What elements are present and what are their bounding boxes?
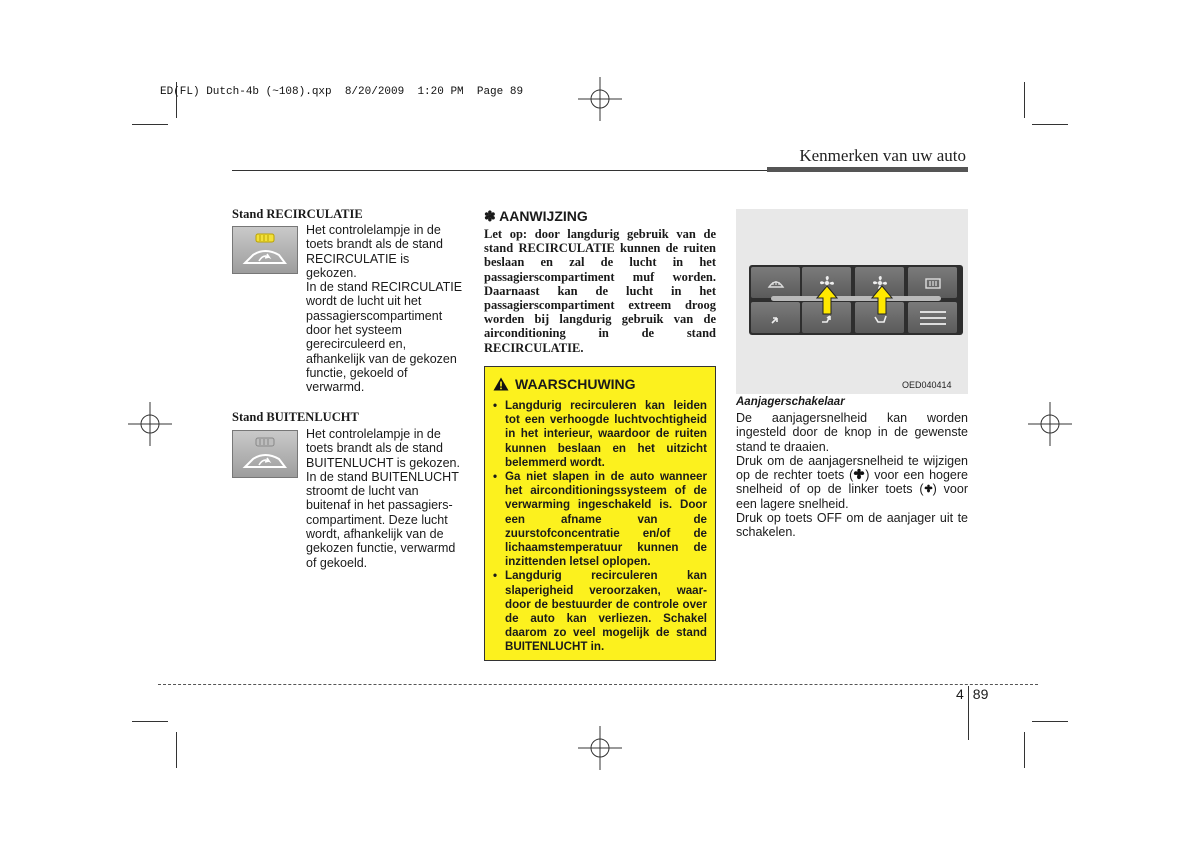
recirculation-button-image	[232, 226, 298, 274]
warning-box	[484, 366, 716, 661]
airflow-icon	[768, 310, 784, 326]
car-fresh-air-icon	[233, 431, 297, 477]
text-line: gerecirculeerd en,	[306, 337, 407, 352]
defrost-icon	[923, 275, 943, 291]
crop-mark	[132, 124, 168, 125]
defrost-icon	[766, 275, 786, 291]
text-line: BUITENLUCHT is gekozen.	[306, 455, 460, 470]
figure-title: Aanjagerschakelaar	[736, 396, 845, 408]
text-line: Het controlelampje in de	[306, 223, 441, 237]
text-line: functie, gekoeld of	[306, 365, 408, 380]
text-line: door het systeem	[306, 323, 402, 338]
registration-mark-icon	[128, 402, 172, 446]
text-line: compartiment. Deze lucht	[306, 512, 448, 527]
text-line: gekozen functie, verwarmd	[306, 541, 456, 556]
crop-mark	[1024, 732, 1025, 768]
car-recirculation-icon	[233, 227, 297, 273]
text-line: In de stand BUITENLUCHT	[306, 469, 459, 484]
registration-mark-icon	[578, 77, 622, 121]
control-panel-image	[749, 265, 963, 335]
warning-item: • Langdurig recirculeren kan leiden tot een verhoogde luchtvochtigheid in het interieur, waardoor de ruiten kunnen beslaan en het uitzicht belemmerd wordt.	[493, 399, 707, 470]
recirculation-text	[306, 223, 464, 395]
figure-code: OED040414	[902, 380, 952, 390]
text-run: ) voor een lagere snelheid.	[736, 482, 968, 511]
text-line: wordt de lucht uit het	[306, 294, 422, 309]
text-line: gekozen.	[306, 265, 357, 280]
text-line: buitenaf in het passagiers-	[306, 498, 453, 513]
text-run: Druk om de aanjagersnelheid te wijzigen op de rechter toets (	[736, 453, 968, 483]
warning-heading	[493, 376, 636, 392]
chapter-number: 4	[956, 686, 964, 702]
text-line: toets brandt als de stand	[306, 441, 443, 456]
warning-list	[493, 399, 707, 655]
note-text: Let op: door langdurig gebruik van de stand RECIRCULATIE kunnen de ruiten beslaan en zal de lucht in het passagierscompartiment muf worden. Daarnaast kan de lucht in het passagierscompartiment extreem droog worden bij langdurig gebruik van de airconditioning in de stand RECIRCULATIE.	[484, 227, 716, 355]
warning-icon	[493, 377, 509, 391]
text-line: verwarmd.	[306, 380, 365, 395]
fan-icon	[924, 484, 933, 493]
text-line: stroomt de lucht van	[306, 484, 419, 499]
text-line: of gekoeld.	[306, 555, 368, 570]
footer-rule	[158, 684, 1038, 685]
crop-mark	[1032, 124, 1068, 125]
text-line: wordt, afhankelijk van de	[306, 527, 444, 542]
crop-mark	[1032, 721, 1068, 722]
paragraph: Druk op toets OFF om de aanjager uit te schakelen.	[736, 511, 968, 540]
print-header: ED(FL) Dutch-4b (~108).qxp 8/20/2009 1:20 PM Page 89	[160, 86, 524, 98]
note-heading: ✽ AANWIJZING	[484, 208, 588, 224]
fresh-air-button-image	[232, 430, 298, 478]
front-defrost-button-image	[908, 267, 957, 298]
crop-mark	[176, 732, 177, 768]
text-line: afhankelijk van de gekozen	[306, 351, 457, 366]
section-title: Kenmerken van uw auto	[799, 146, 966, 165]
arrow-up-icon	[871, 285, 893, 315]
text-run: ) voor een hogere snelheid of op de linker toets (	[736, 468, 968, 497]
control-slot	[771, 296, 941, 301]
text-line: Het controlelampje in de	[306, 427, 441, 441]
registration-mark-icon	[578, 726, 622, 770]
page-number	[956, 686, 988, 740]
rear-defrost-button-image	[751, 267, 800, 298]
text-line: passagierscompartiment	[306, 308, 443, 323]
text-line: RECIRCULATIE is	[306, 251, 410, 266]
fan-description	[736, 411, 968, 540]
header-bar	[767, 167, 968, 172]
fresh-air-text	[306, 427, 464, 570]
fresh-air-heading: Stand BUITENLUCHT	[232, 410, 359, 424]
paragraph: De aanjagersnelheid kan worden ingesteld door de knop in de gewenste stand te draaien.	[736, 411, 968, 454]
text-line: toets brandt als de stand	[306, 237, 443, 252]
warning-item: • Langdurig recirculeren kan slaperigheid veroorzaken, waar- door de bestuurder de controle over de auto kan verliezen. Schakel daarom zo veel mogelijk de stand BUITENLUCHT in.	[493, 569, 707, 654]
crop-mark	[1024, 82, 1025, 118]
fan-icon	[853, 468, 865, 480]
page-separator	[968, 686, 969, 740]
warning-item: • Ga niet slapen in de auto wanneer het airconditioningssysteem of de verwarming ingeschakeld is. Door een afname van de zuurstofconcentratie en/of de lichaamstemperatuur kunnen de inzittenden letsel oplopen.	[493, 470, 707, 569]
arrow-up-icon	[816, 285, 838, 315]
mode-button-image	[751, 302, 800, 333]
text-line: In de stand RECIRCULATIE	[306, 280, 463, 295]
mode-button-image	[908, 302, 957, 333]
registration-mark-icon	[1028, 402, 1072, 446]
vent-lines-icon	[918, 308, 948, 328]
recirculation-heading: Stand RECIRCULATIE	[232, 207, 363, 221]
page-index: 89	[972, 686, 989, 702]
crop-mark	[132, 721, 168, 722]
warning-title: WAARSCHUWING	[515, 376, 636, 392]
paragraph	[736, 454, 968, 511]
